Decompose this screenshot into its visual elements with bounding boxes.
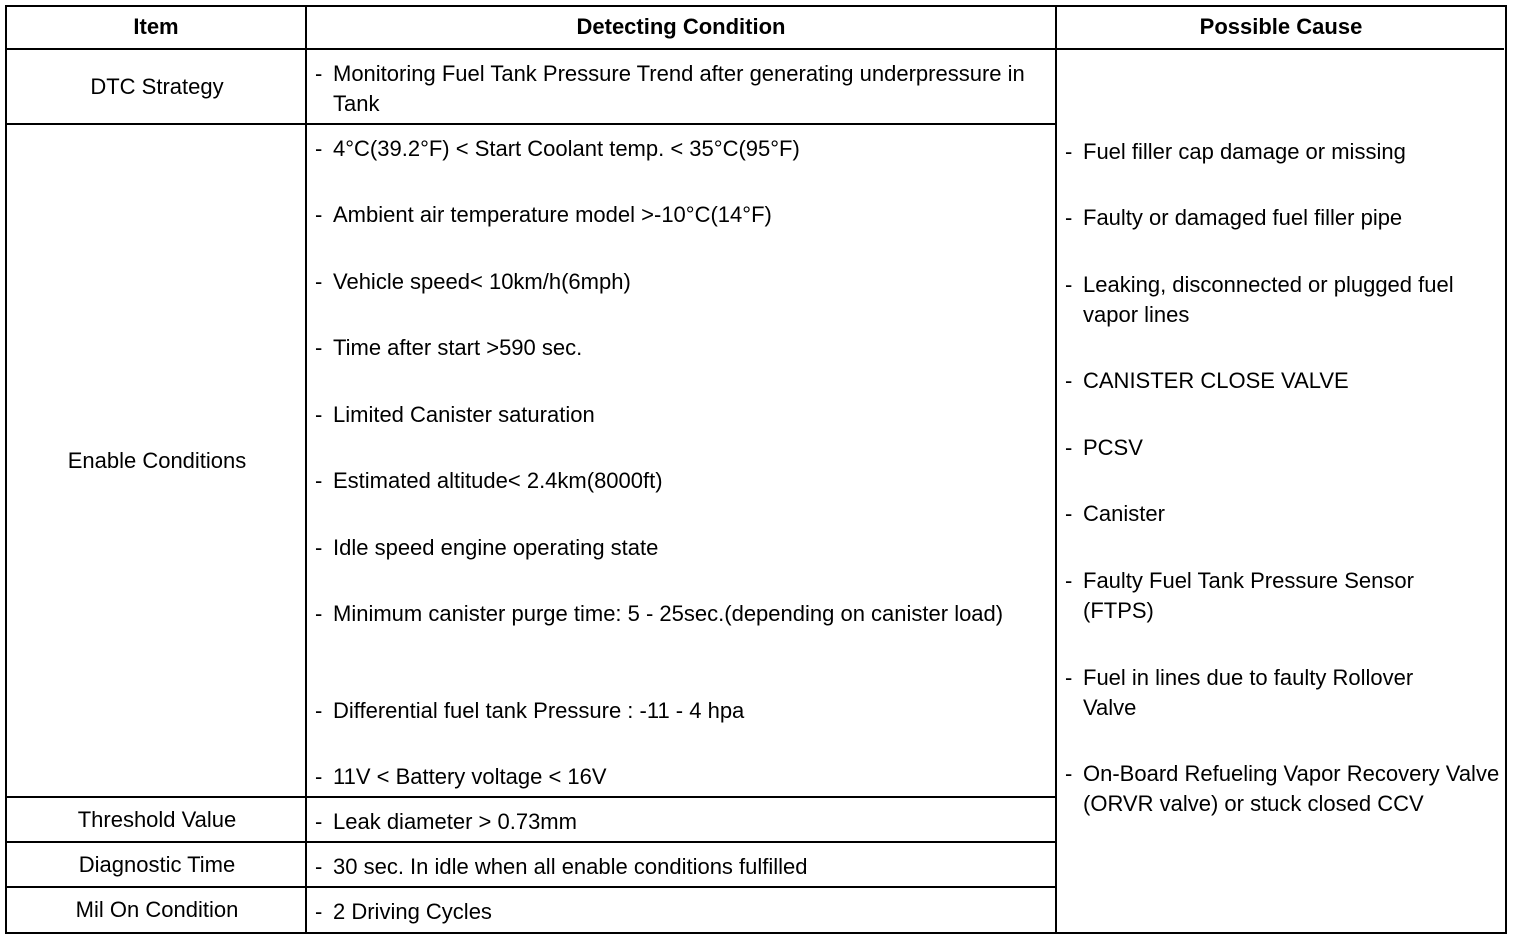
condition-enable: - Differential fuel tank Pressure : -11 - 4 hpa: [315, 698, 745, 723]
cause-item: - CANISTER CLOSE VALVE: [1065, 368, 1349, 393]
cause-item: - Faulty Fuel Tank Pressure Sensor (FTPS): [1065, 568, 1414, 623]
item-threshold-value: Threshold Value: [77, 806, 237, 832]
item-mil-on-condition: Mil On Condition: [75, 896, 239, 922]
cause-item: - Leaking, disconnected or plugged fuel vapor lines: [1065, 272, 1454, 327]
cause-item: - Fuel in lines due to faulty Rollover Valve: [1065, 665, 1414, 720]
diagnostic-table: [5, 5, 1507, 934]
condition-enable: - 11V < Battery voltage < 16V: [315, 764, 607, 789]
condition-enable: - Ambient air temperature model >-10°C(14°F): [315, 202, 772, 227]
header-possible-cause: Possible Cause: [1199, 14, 1363, 39]
divider: [1055, 7, 1057, 932]
condition-enable: - 4°C(39.2°F) < Start Coolant temp. < 35°C(95°F): [315, 136, 800, 161]
cause-item: - Canister: [1065, 501, 1165, 526]
condition-enable: - Limited Canister saturation: [315, 402, 595, 427]
condition-dtc-strategy: - Monitoring Fuel Tank Pressure Trend after generating underpressure in Tank: [315, 61, 1025, 116]
condition-enable: - Idle speed engine operating state: [315, 535, 659, 560]
cause-item: - PCSV: [1065, 435, 1143, 460]
header-item: Item: [133, 14, 179, 39]
condition-diagnostic-time: - 30 sec. In idle when all enable conditions fulfilled: [315, 854, 808, 879]
condition-threshold: - Leak diameter > 0.73mm: [315, 809, 577, 834]
item-dtc-strategy: DTC Strategy: [90, 73, 224, 99]
condition-mil-on: - 2 Driving Cycles: [315, 899, 492, 924]
condition-enable: - Time after start >590 sec.: [315, 335, 583, 360]
cause-item: - Fuel filler cap damage or missing: [1065, 139, 1406, 164]
cause-item: - On-Board Refueling Vapor Recovery Valve (ORVR valve) or stuck closed CCV: [1065, 761, 1500, 816]
condition-enable: - Estimated altitude< 2.4km(8000ft): [315, 468, 663, 493]
item-enable-conditions: Enable Conditions: [67, 447, 247, 473]
cause-item: - Faulty or damaged fuel filler pipe: [1065, 205, 1403, 230]
condition-enable: - Vehicle speed< 10km/h(6mph): [315, 269, 631, 294]
item-diagnostic-time: Diagnostic Time: [78, 851, 236, 877]
header-detecting-condition: Detecting Condition: [576, 14, 786, 39]
condition-enable: - Minimum canister purge time: 5 - 25sec.(depending on canister load): [315, 601, 1004, 626]
